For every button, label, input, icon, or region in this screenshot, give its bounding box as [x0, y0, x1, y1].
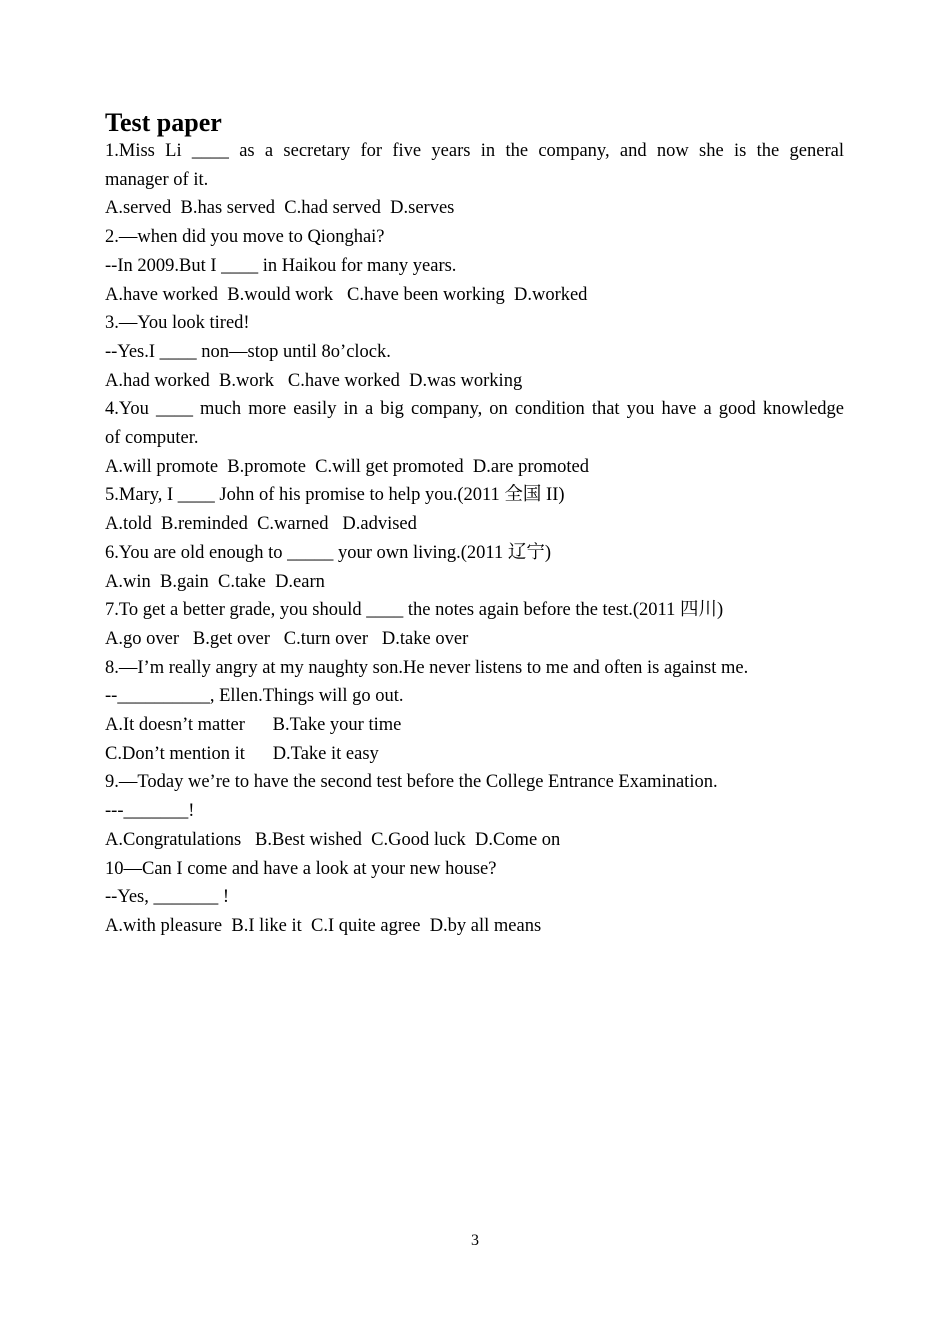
- text-line: A.win B.gain C.take D.earn: [105, 571, 325, 592]
- text-line: A.It doesn’t matter B.Take your time: [105, 715, 402, 736]
- text-line: 7.To get a better grade, you should ____ the notes again before the test.(2011 四川): [105, 600, 724, 621]
- text-line: A.have worked B.would work C.have been working D.worked: [105, 284, 588, 305]
- text-line: 6.You are old enough to _____ your own living.(2011 辽宁): [105, 542, 552, 563]
- text-line: of computer.: [105, 428, 199, 449]
- text-line: A.with pleasure B.I like it C.I quite agree D.by all means: [105, 915, 542, 936]
- document-body: [105, 106, 844, 941]
- text-line: 10—Can I come and have a look at your new house?: [105, 858, 497, 879]
- text-line: manager of it.: [105, 169, 209, 190]
- text-line: 2.—when did you move to Qionghai?: [105, 227, 385, 248]
- text-line: --Yes.I ____ non—stop until 8o’clock.: [105, 341, 391, 362]
- question-list: [105, 137, 844, 941]
- text-line: ---_______!: [105, 801, 195, 822]
- document-title: Test paper: [105, 108, 222, 137]
- text-line: 3.—You look tired!: [105, 313, 250, 334]
- text-line: A.served B.has served C.had served D.serves: [105, 198, 455, 219]
- text-line: --Yes, _______ !: [105, 887, 230, 908]
- text-line: A.Congratulations B.Best wished C.Good luck D.Come on: [105, 829, 561, 850]
- text-line: A.told B.reminded C.warned D.advised: [105, 514, 417, 535]
- text-line: --__________, Ellen.Things will go out.: [105, 686, 404, 707]
- text-line: A.go over B.get over C.turn over D.take over: [105, 628, 469, 649]
- text-line: 9.—Today we’re to have the second test before the College Entrance Examination.: [105, 772, 718, 793]
- text-line: 4.You ____ much more easily in a big company, on condition that you have a good knowledge: [105, 399, 844, 420]
- text-line: C.Don’t mention it D.Take it easy: [105, 743, 379, 764]
- text-line: 8.—I’m really angry at my naughty son.He never listens to me and often is against me.: [105, 657, 749, 678]
- text-line: 1.Miss Li ____ as a secretary for five years in the company, and now she is the general: [105, 141, 844, 161]
- text-line: A.will promote B.promote C.will get promoted D.are promoted: [105, 456, 589, 477]
- text-line: --In 2009.But I ____ in Haikou for many years.: [105, 255, 457, 276]
- text-line: 5.Mary, I ____ John of his promise to help you.(2011 全国 II): [105, 485, 565, 506]
- page-number: 3: [471, 1232, 479, 1249]
- text-line: A.had worked B.work C.have worked D.was working: [105, 370, 523, 391]
